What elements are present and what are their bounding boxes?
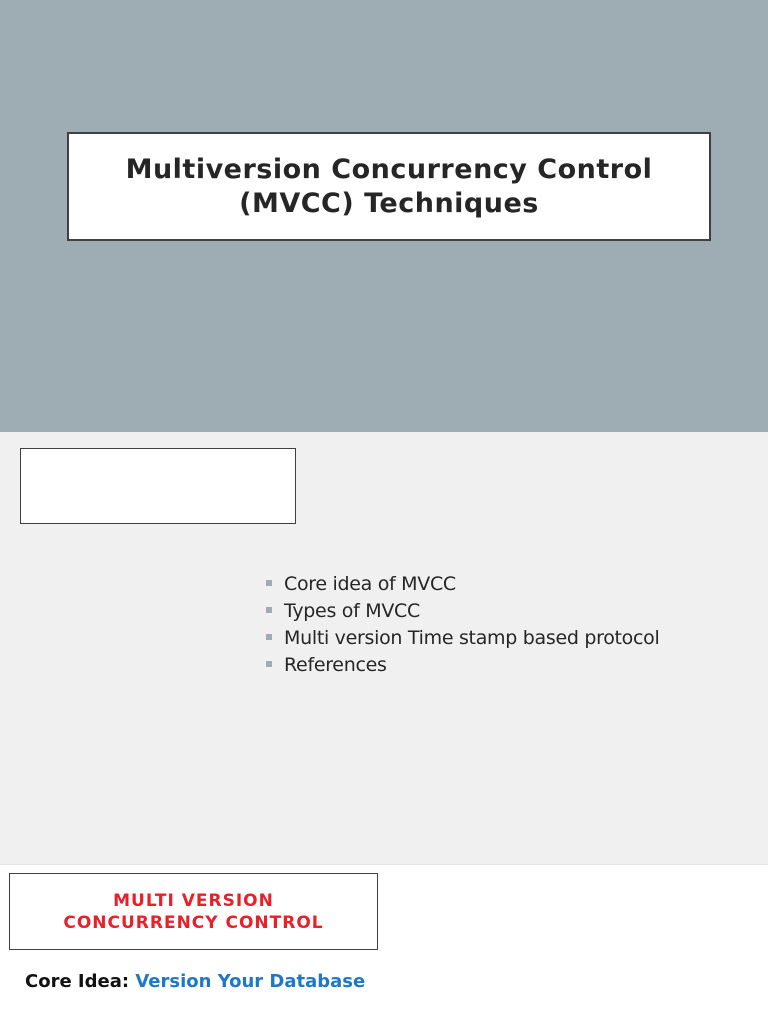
core-idea-slide bbox=[0, 865, 768, 1024]
list-item bbox=[266, 651, 659, 678]
list-item bbox=[266, 624, 659, 651]
core-idea-line bbox=[25, 971, 365, 992]
list-item bbox=[266, 570, 659, 597]
list-item-text: Multi version Time stamp based protocol bbox=[284, 626, 660, 649]
mvcc-heading-line-2: CONCURRENCY CONTROL bbox=[63, 912, 324, 933]
empty-title-box bbox=[20, 448, 296, 524]
core-idea-label: Core Idea: bbox=[25, 971, 136, 992]
title-line-2: (MVCC) Techniques bbox=[239, 187, 539, 219]
agenda-slide bbox=[0, 432, 768, 864]
title-box bbox=[67, 132, 711, 241]
mvcc-heading-line-1: MULTI VERSION bbox=[113, 890, 274, 911]
mvcc-heading-box bbox=[9, 873, 378, 950]
list-item-text: Core idea of MVCC bbox=[284, 572, 456, 595]
square-bullet-icon bbox=[266, 634, 272, 640]
slide-title bbox=[89, 153, 689, 221]
list-item-text: Types of MVCC bbox=[284, 599, 420, 622]
core-idea-value: Version Your Database bbox=[135, 971, 366, 992]
list-item bbox=[266, 597, 659, 624]
list-item-text: References bbox=[284, 653, 387, 676]
title-line-1: Multiversion Concurrency Control bbox=[125, 153, 653, 185]
square-bullet-icon bbox=[266, 661, 272, 667]
agenda-list bbox=[266, 570, 659, 678]
square-bullet-icon bbox=[266, 580, 272, 586]
square-bullet-icon bbox=[266, 607, 272, 613]
mvcc-heading bbox=[63, 890, 323, 934]
title-slide bbox=[0, 0, 768, 432]
